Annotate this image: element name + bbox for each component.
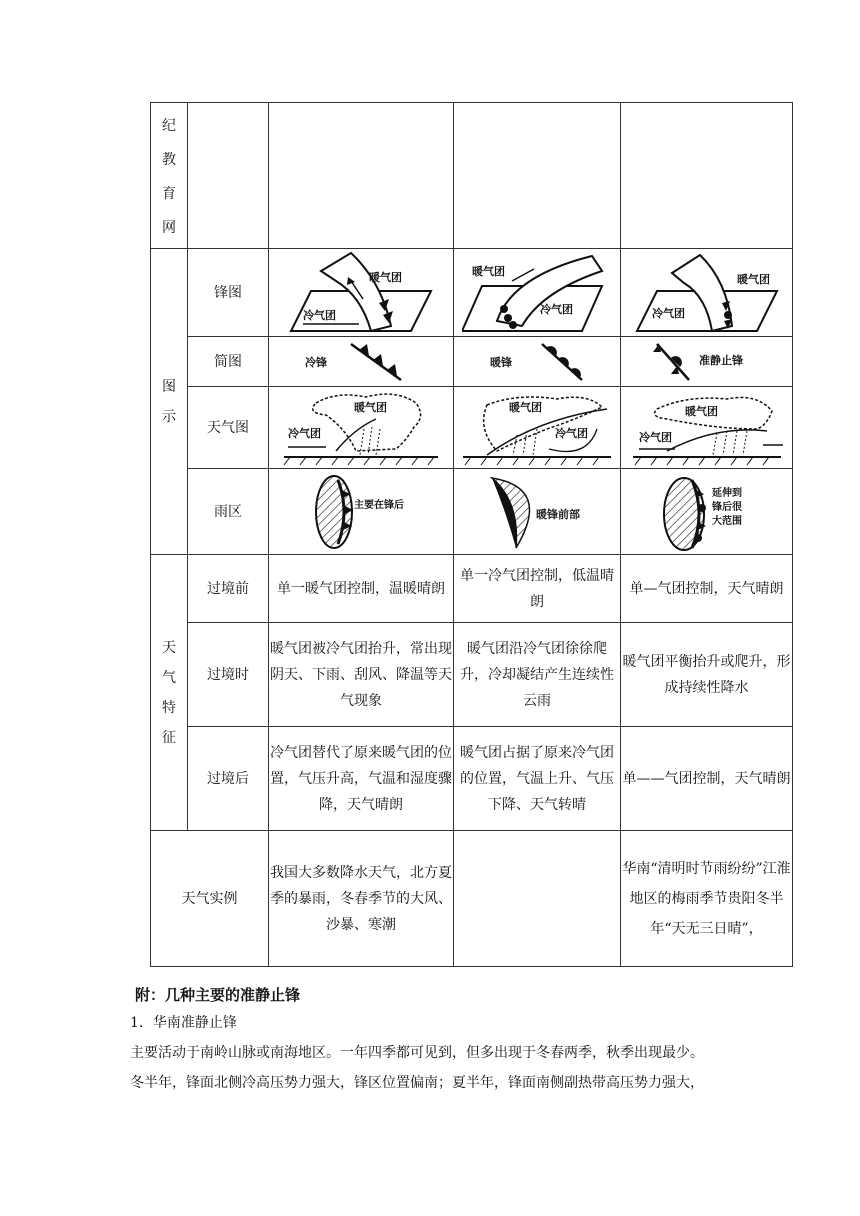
warm-front-label: 暖锋 (490, 355, 512, 369)
rain-stat-label-1: 延伸到 (711, 487, 742, 499)
cold-after-cell: 冷气团替代了原来暖气团的位置，气压升高，气温和湿度骤降，天气晴朗 (269, 727, 454, 831)
stationary-front-diagram (632, 251, 782, 335)
row-label-rain-area: 雨区 (188, 469, 269, 555)
cold-air-label: 冷气团 (555, 426, 588, 440)
top-char-4: 网 (162, 220, 176, 236)
cold-front-diagram (281, 251, 441, 335)
stationary-front-weather-diagram (627, 389, 787, 467)
warm-after-cell: 暖气团占据了原来冷气团的位置，气温上升、气压下降、天气转晴 (454, 727, 621, 831)
appendix-heading: 附：几种主要的准静止锋 (135, 986, 301, 1004)
diagram-section-label (151, 249, 188, 555)
cold-during-cell: 暖气团被冷气团抬升，常出现阴天、下雨、刮风、降温等天气现象 (269, 623, 454, 727)
row-label-front-diagram: 锋图 (188, 249, 269, 337)
diagram-char-2: 示 (162, 408, 176, 425)
empty-cell (454, 103, 621, 249)
stationary-front-diagram-cell (621, 249, 793, 337)
rain-stat-label-2: 锋后很 (711, 501, 742, 513)
cold-front-weather-cell (269, 387, 454, 469)
cold-air-label: 冷气团 (288, 426, 321, 440)
warm-front-weather-diagram (457, 389, 617, 467)
warm-front-diagram (462, 251, 612, 335)
stationary-after-cell: 单——气团控制，天气晴朗 (621, 727, 793, 831)
row-label-after: 过境后 (188, 727, 269, 831)
cold-front-diagram-cell (269, 249, 454, 337)
cold-front-symbol-cell (269, 337, 454, 387)
rain-warm-label: 暖锋前部 (536, 507, 580, 521)
stationary-example-cell: 华南“清明时节雨纷纷”江淮地区的梅雨季节贵阳冬半年“天无三日晴”， (621, 831, 793, 967)
empty-cell (269, 103, 454, 249)
warm-front-rain-diagram (462, 472, 612, 552)
cold-air-label: 冷气团 (303, 308, 336, 322)
diagram-char-1: 图 (162, 378, 176, 395)
row-label-weather-diagram: 天气图 (188, 387, 269, 469)
warm-example-cell (454, 831, 621, 967)
weather-char-2: 气 (162, 669, 176, 686)
stationary-before-cell: 单—气团控制，天气晴朗 (621, 555, 793, 623)
row-label-examples: 天气实例 (151, 831, 269, 967)
stationary-front-symbol-cell (621, 337, 793, 387)
top-char-3: 育 (162, 186, 176, 202)
warm-air-label: 暖气团 (509, 400, 542, 414)
warm-front-weather-cell (454, 387, 621, 469)
continued-label-cell (151, 103, 188, 249)
cold-air-label: 冷气团 (540, 302, 573, 316)
cold-front-weather-diagram (276, 389, 446, 467)
empty-cell (621, 103, 793, 249)
warm-front-symbol-cell (454, 337, 621, 387)
stationary-front-rain-cell (621, 469, 793, 555)
rain-cold-label: 主要在锋后 (354, 499, 404, 511)
warm-air-label: 暖气团 (369, 270, 402, 284)
warm-air-label: 暖气团 (354, 400, 387, 414)
front-comparison-table (150, 102, 793, 967)
appendix-paragraph-1: 主要活动于南岭山脉或南海地区。一年四季都可见到，但多出现于冬春两季，秋季出现最少。 (130, 1045, 704, 1061)
warm-before-cell: 单一冷气团控制，低温晴朗 (454, 555, 621, 623)
cold-air-label: 冷气团 (651, 306, 685, 320)
top-char-2: 教 (162, 152, 176, 168)
top-char-1: 纪 (162, 118, 176, 134)
stationary-front-rain-diagram (632, 472, 782, 552)
cold-front-rain-diagram (286, 472, 436, 552)
warm-front-symbol (472, 340, 602, 384)
appendix-paragraph-2: 冬半年，锋面北侧冷高压势力强大，锋区位置偏南；夏半年，锋面南侧副热带高压势力强大， (130, 1075, 704, 1091)
weather-char-3: 特 (162, 699, 176, 716)
empty-cell (188, 103, 269, 249)
stationary-front-weather-cell (621, 387, 793, 469)
rain-stat-label-3: 大范围 (711, 515, 742, 527)
stationary-front-label: 准静止锋 (698, 353, 743, 367)
row-label-during: 过境时 (188, 623, 269, 727)
stationary-during-cell: 暖气团平衡抬升或爬升，形成持续性降水 (621, 623, 793, 727)
warm-front-rain-cell (454, 469, 621, 555)
weather-char-4: 征 (162, 729, 176, 746)
row-label-before: 过境前 (188, 555, 269, 623)
weather-section-label (151, 555, 188, 831)
cold-front-symbol (291, 340, 431, 384)
warm-air-label: 暖气团 (684, 404, 718, 418)
cold-example-cell: 我国大多数降水天气，北方夏季的暴雨，冬春季节的大风、沙暴、寒潮 (269, 831, 454, 967)
stationary-front-symbol (637, 340, 777, 384)
row-label-simple-diagram: 简图 (188, 337, 269, 387)
appendix-item-1: 1．华南准静止锋 (130, 1015, 237, 1031)
cold-front-rain-cell (269, 469, 454, 555)
cold-front-label: 冷锋 (305, 355, 327, 369)
warm-air-label: 暖气团 (472, 264, 505, 278)
warm-during-cell: 暖气团沿冷气团徐徐爬升，冷却凝结产生连续性云雨 (454, 623, 621, 727)
cold-before-cell: 单一暖气团控制，温暖晴朗 (269, 555, 454, 623)
weather-char-1: 天 (162, 639, 176, 656)
warm-air-label: 暖气团 (736, 272, 770, 286)
warm-front-diagram-cell (454, 249, 621, 337)
cold-air-label: 冷气团 (638, 430, 672, 444)
